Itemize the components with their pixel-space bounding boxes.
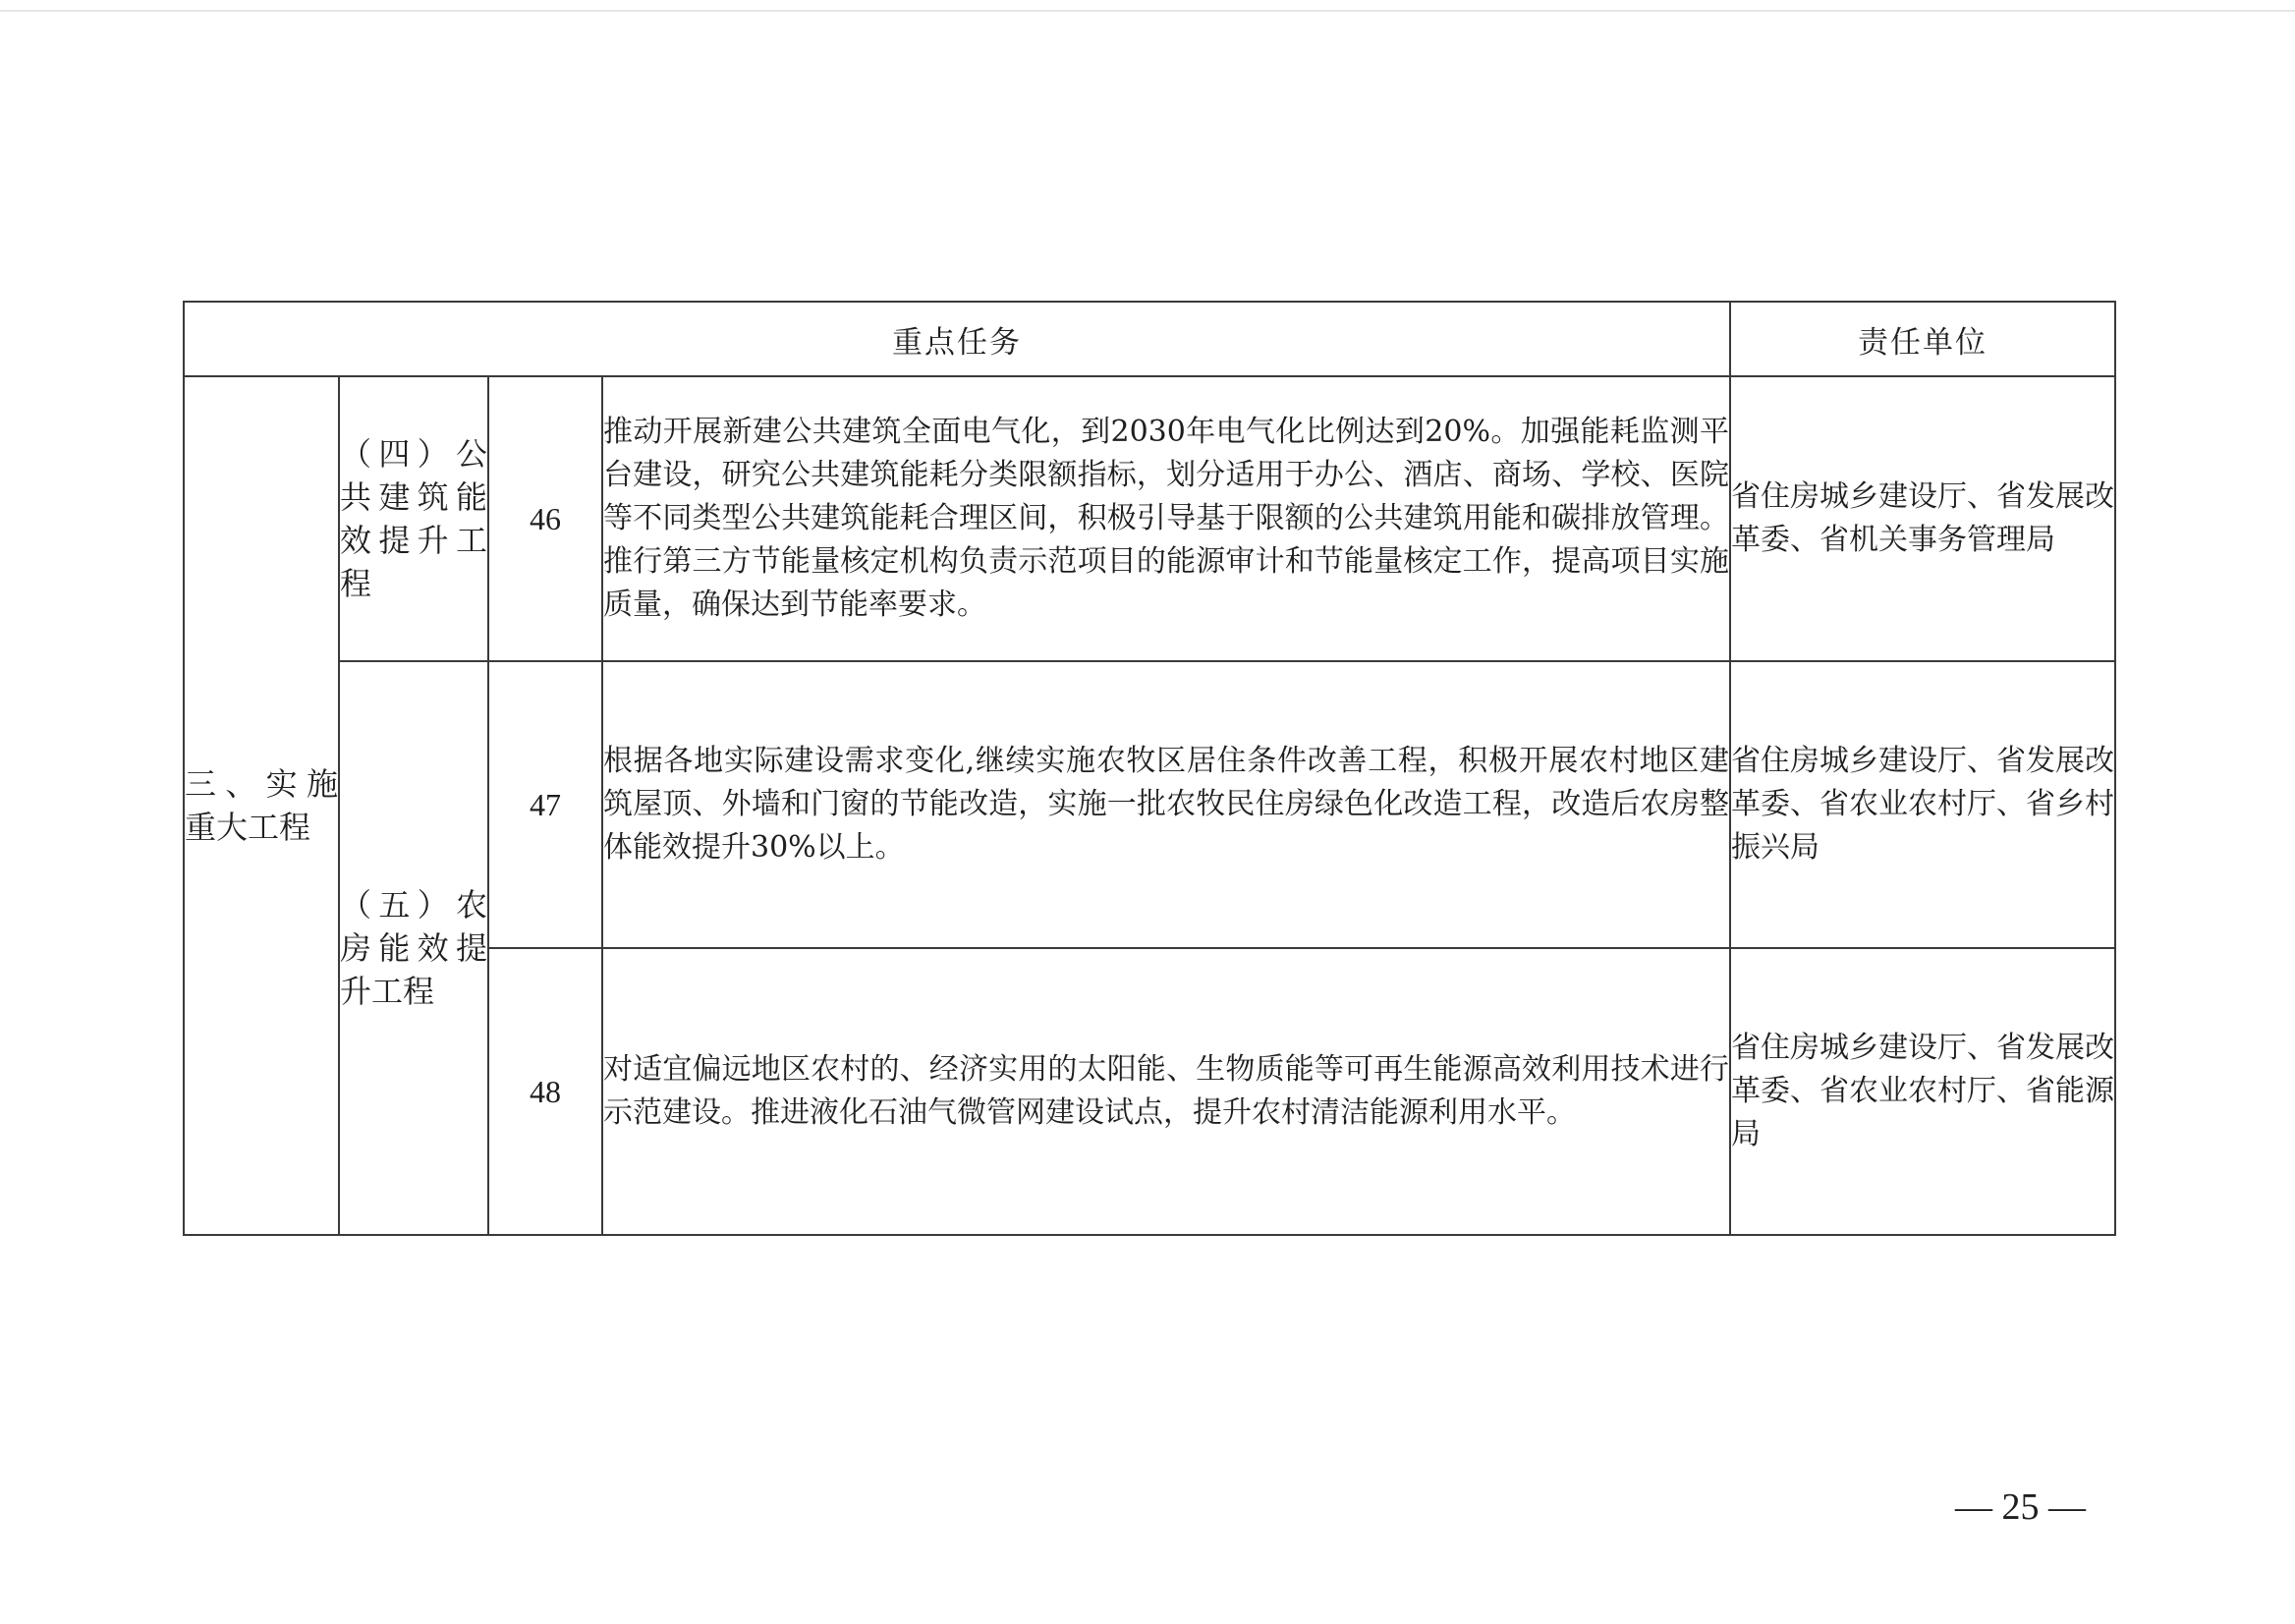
responsible-unit: 省住房城乡建设厅、省发展改革委、省农业农村厅、省乡村振兴局 <box>1730 661 2115 948</box>
row-number: 46 <box>488 376 602 661</box>
row-number: 47 <box>488 661 602 948</box>
category-cell: 三、实施重大工程 <box>184 376 339 1235</box>
subcategory-cell: （四）公共建筑能效提升工程 <box>339 376 488 661</box>
task-text: 推动开展新建公共建筑全面电气化，到2030年电气化比例达到20%。加强能耗监测平台建设，研究公共建筑能耗分类限额指标，划分适用于办公、酒店、商场、学校、医院等不同类型公共建筑能耗合理区间，积极引导基于限额的公共建筑用能和碳排放管理。推行第三方节能量核定机构负责示范项目的能源审计和节能量核定工作，提高项目实施质量，确保达到节能率要求。 <box>602 376 1730 661</box>
task-text: 根据各地实际建设需求变化,继续实施农牧区居住条件改善工程，积极开展农村地区建筑屋顶、外墙和门窗的节能改造，实施一批农牧民住房绿色化改造工程，改造后农房整体能效提升30%以上。 <box>602 661 1730 948</box>
page-number: — 25 — <box>1955 1486 2086 1528</box>
header-task: 重点任务 <box>184 302 1730 376</box>
table-row <box>184 661 2115 948</box>
subcategory-cell: （五）农房能效提升工程 <box>339 661 488 1235</box>
top-rule <box>0 10 2295 12</box>
key-tasks-table <box>183 301 2116 1236</box>
table-row <box>184 376 2115 661</box>
header-responsible-unit: 责任单位 <box>1730 302 2115 376</box>
table-header-row <box>184 302 2115 376</box>
task-text: 对适宜偏远地区农村的、经济实用的太阳能、生物质能等可再生能源高效利用技术进行示范建设。推进液化石油气微管网建设试点，提升农村清洁能源利用水平。 <box>602 948 1730 1235</box>
responsible-unit: 省住房城乡建设厅、省发展改革委、省机关事务管理局 <box>1730 376 2115 661</box>
responsible-unit: 省住房城乡建设厅、省发展改革委、省农业农村厅、省能源局 <box>1730 948 2115 1235</box>
row-number: 48 <box>488 948 602 1235</box>
